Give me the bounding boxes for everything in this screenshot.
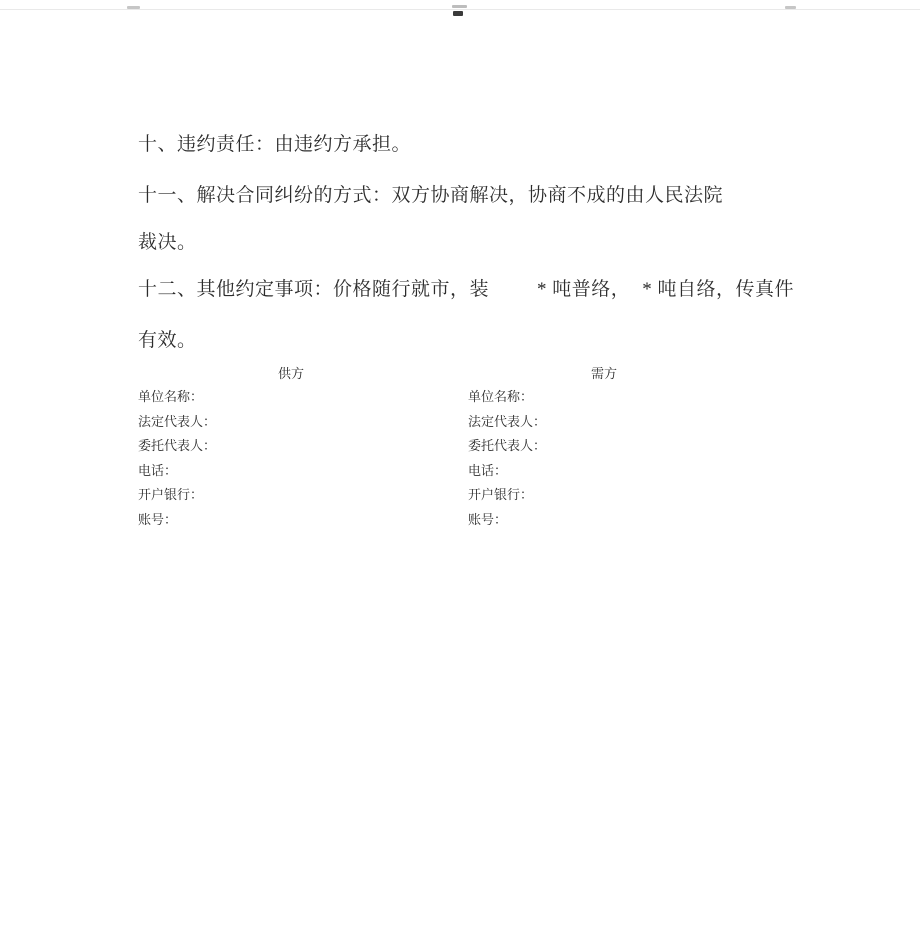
supplier-field-unit-name: 单位名称： [138, 389, 204, 404]
clause-12-segment-3: * 吨自络，传真件 [642, 279, 795, 300]
buyer-field-unit-name: 单位名称： [468, 389, 534, 404]
clause-12-other-terms-line1 [138, 280, 794, 300]
clause-11-dispute-resolution-line2: 裁决。 [138, 232, 197, 253]
buyer-field-entrusted-representative: 委托代表人： [468, 438, 547, 454]
buyer-signature-column [468, 385, 768, 533]
supplier-field-entrusted-representative: 委托代表人： [138, 438, 217, 454]
supplier-field-legal-representative: 法定代表人： [138, 413, 217, 429]
page-edge-mark-center [452, 5, 467, 8]
buyer-field-phone: 电话： [468, 462, 508, 478]
clause-12-segment-1: 十二、其他约定事项：价格随行就市，装 [138, 279, 490, 300]
supplier-field-bank: 开户银行： [138, 487, 204, 503]
buyer-field-legal-representative: 法定代表人： [468, 413, 547, 429]
buyer-field-bank: 开户银行： [468, 487, 534, 503]
buyer-header: 需方 [591, 366, 618, 381]
supplier-signature-column [138, 385, 438, 533]
page-edge-mark-left [127, 6, 140, 9]
supplier-field-account-number: 账号： [138, 511, 178, 527]
clause-11-dispute-resolution-line1: 十一、解决合同纠纷的方式：双方协商解决，协商不成的由人民法院 [138, 185, 724, 206]
page-top-divider [0, 9, 920, 10]
supplier-header: 供方 [278, 366, 305, 381]
clause-12-segment-2: * 吨普络， [537, 279, 631, 300]
clause-12-other-terms-line2: 有效。 [138, 330, 197, 351]
supplier-field-phone: 电话： [138, 462, 178, 478]
buyer-field-account-number: 账号： [468, 511, 508, 527]
clause-10-breach-liability: 十、违约责任：由违约方承担。 [138, 134, 412, 155]
page-number-mark [453, 11, 463, 16]
page-edge-mark-right [785, 6, 796, 9]
